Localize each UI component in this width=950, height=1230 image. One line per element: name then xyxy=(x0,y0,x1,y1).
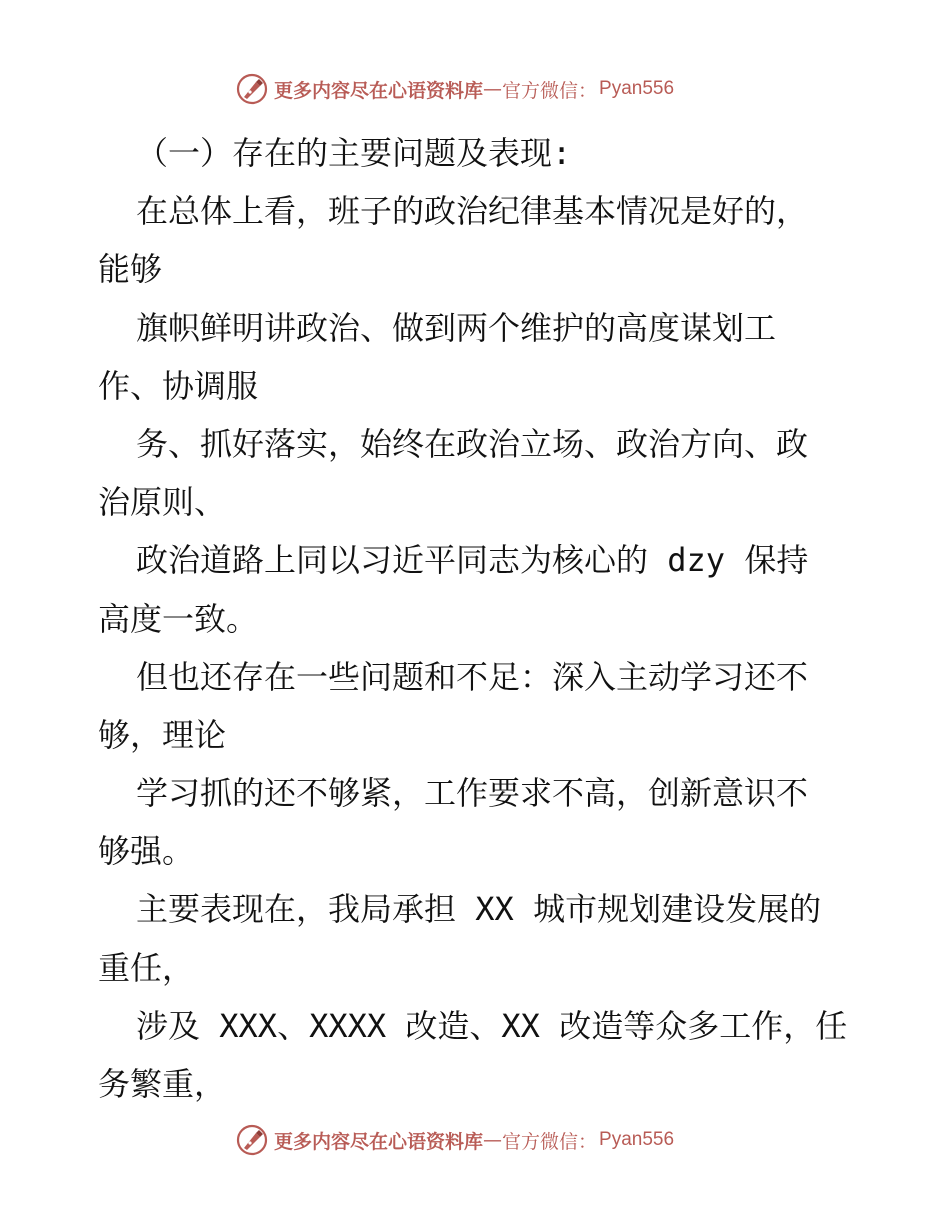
header-banner xyxy=(236,72,756,106)
pen-nib-logo-icon xyxy=(236,73,268,105)
footer-banner xyxy=(236,1123,756,1157)
text-line: 能够 xyxy=(98,250,163,289)
document-body xyxy=(98,124,858,1113)
text-line: 旗帜鲜明讲政治、做到两个维护的高度谋划工 xyxy=(136,308,777,347)
text-line: 但也还存在一些问题和不足：深入主动学习还不 xyxy=(136,657,809,696)
banner-wechat-label: 官方微信： xyxy=(502,1130,598,1153)
banner-wechat-account: Pyan556 xyxy=(599,78,675,99)
text-line: 务繁重， xyxy=(98,1065,227,1103)
section-heading: （一）存在的主要问题及表现: xyxy=(136,134,572,172)
text-line: 政治道路上同以习近平同志为核心的 dzy 保持 xyxy=(136,541,809,580)
banner-wechat-label: 官方微信： xyxy=(502,79,598,102)
text-line: 学习抓的还不够紧，工作要求不高，创新意识不 xyxy=(136,774,809,813)
pen-nib-logo-icon xyxy=(236,1124,268,1156)
text-line: 治原则、 xyxy=(98,483,227,522)
paragraph-lines xyxy=(98,182,858,1113)
text-line: 涉及 XXX、XXXX 改造、XX 改造等众多工作，任 xyxy=(136,1006,848,1045)
banner-dash: — xyxy=(483,1129,503,1151)
banner-dash: — xyxy=(483,78,503,100)
banner-slogan: 更多内容尽在心语资料库 xyxy=(274,1130,484,1153)
text-line: 够强。 xyxy=(98,832,195,871)
text-line: 够，理论 xyxy=(98,715,227,754)
text-line: 主要表现在，我局承担 XX 城市规划建设发展的 xyxy=(136,890,822,929)
banner-wechat-account: Pyan556 xyxy=(599,1129,675,1150)
banner-slogan: 更多内容尽在心语资料库 xyxy=(274,79,484,102)
text-line: 务、抓好落实，始终在政治立场、政治方向、政 xyxy=(136,424,809,463)
text-line: 高度一致。 xyxy=(98,599,259,638)
text-line: 重任， xyxy=(98,948,195,987)
text-line: 在总体上看，班子的政治纪律基本情况是好的， xyxy=(136,192,809,231)
text-line: 作、协调服 xyxy=(98,366,259,405)
